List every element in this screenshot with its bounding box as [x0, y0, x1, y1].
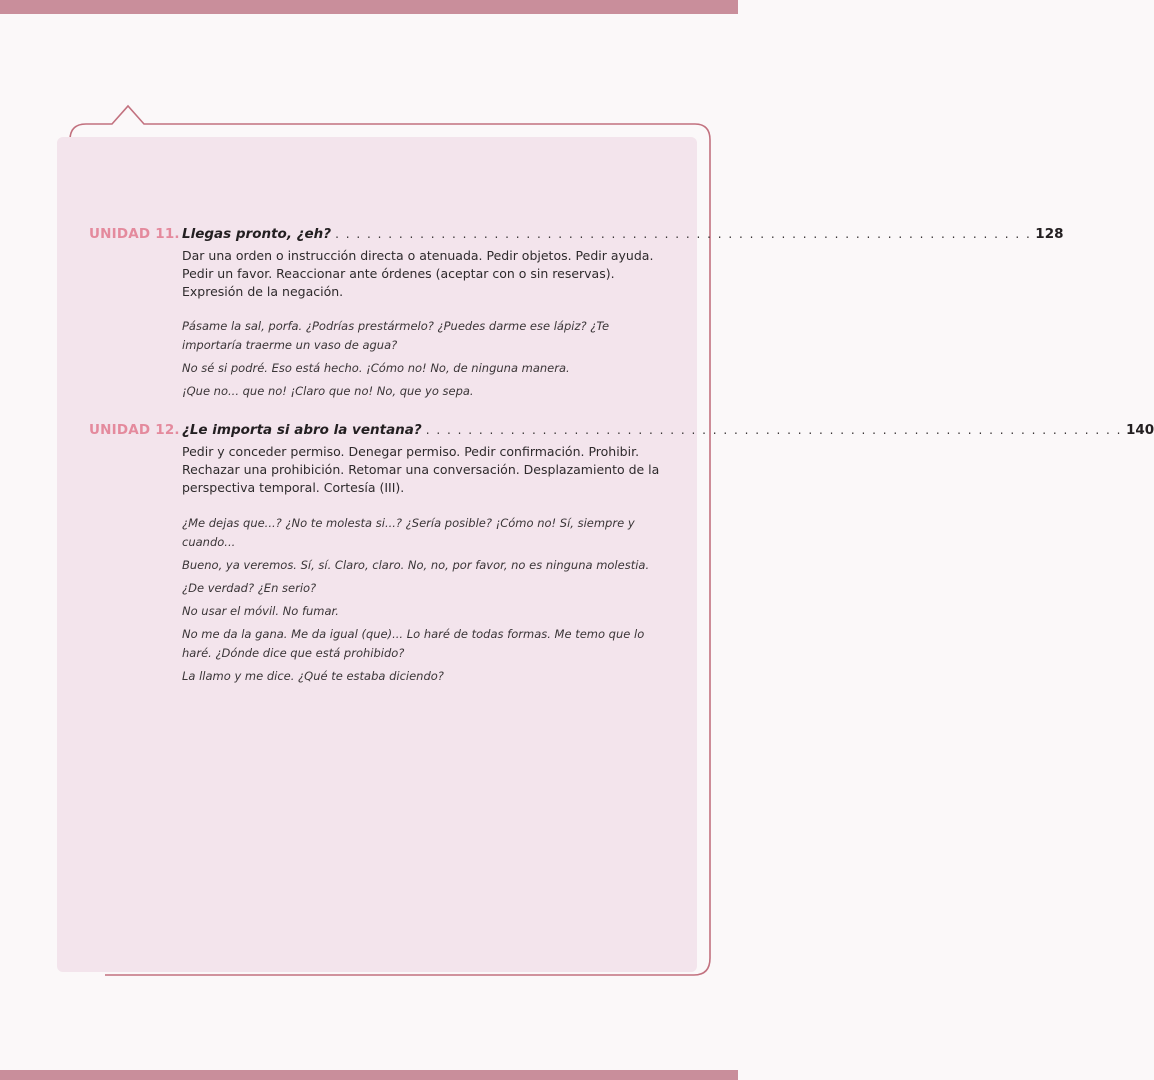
unit-label: UNIDAD 11.: [89, 226, 180, 242]
unit-12-examples: [182, 514, 652, 690]
example-line: No sé si podré. Eso está hecho. ¡Cómo no! No, de ninguna manera.: [182, 361, 570, 375]
example-line: No usar el móvil. No fumar.: [182, 604, 339, 618]
example-line: La llamo y me dice. ¿Qué te estaba diciendo?: [182, 669, 444, 683]
example-line: ¿Me dejas que...? ¿No te molesta si...? ¿Sería posible? ¡Cómo no! Sí, siempre y cuando...: [182, 516, 635, 549]
unit-title: ¿Le importa si abro la ventana?: [182, 422, 422, 438]
unit-11-description: Dar una orden o instrucción directa o atenuada. Pedir objetos. Pedir ayuda. Pedir un favor. Reaccionar ante órdenes (aceptar con o sin reservas). Expresión de la negación.: [182, 248, 654, 299]
page-number: 140: [1125, 422, 1154, 438]
example-line: Bueno, ya veremos. Sí, sí. Claro, claro. No, no, por favor, no es ninguna molestia.: [182, 558, 650, 572]
unit-11-examples: [182, 317, 652, 405]
unit-label: UNIDAD 12.: [89, 422, 180, 438]
example-line: ¡Que no... que no! ¡Claro que no! No, que yo sepa.: [182, 384, 474, 398]
unit-12-description: Pedir y conceder permiso. Denegar permiso. Pedir confirmación. Prohibir. Rechazar una prohibición. Retomar una conversación. Desplazamiento de la perspectiva temporal. Cortesía (III).: [182, 444, 660, 495]
unit-title: Llegas pronto, ¿eh?: [182, 226, 332, 242]
example-line: ¿De verdad? ¿En serio?: [182, 581, 317, 595]
unit-title-line: [182, 422, 1154, 438]
example-line: Pásame la sal, porfa. ¿Podrías prestármelo? ¿Puedes darme ese lápiz? ¿Te importaría traerme un vaso de agua?: [182, 319, 610, 352]
page-number: 128: [1035, 226, 1064, 242]
leader-dots: . . . . . . . . . . . . . . . . . . . . . . . . . . . . . . . . . . . . . . . . . . . . . . . . . . . . . . . . . . . . . . . . . .: [335, 227, 1032, 241]
example-line: No me da la gana. Me da igual (que)... Lo haré de todas formas. Me temo que lo haré. ¿Dónde dice que está prohibido?: [182, 627, 645, 660]
unit-title-line: [182, 226, 1064, 242]
bottom-color-band: [0, 1070, 738, 1080]
leader-dots: . . . . . . . . . . . . . . . . . . . . . . . . . . . . . . . . . . . . . . . . . . . . . . . . . . . . . . . . . . . . . . . . . .: [425, 423, 1122, 437]
